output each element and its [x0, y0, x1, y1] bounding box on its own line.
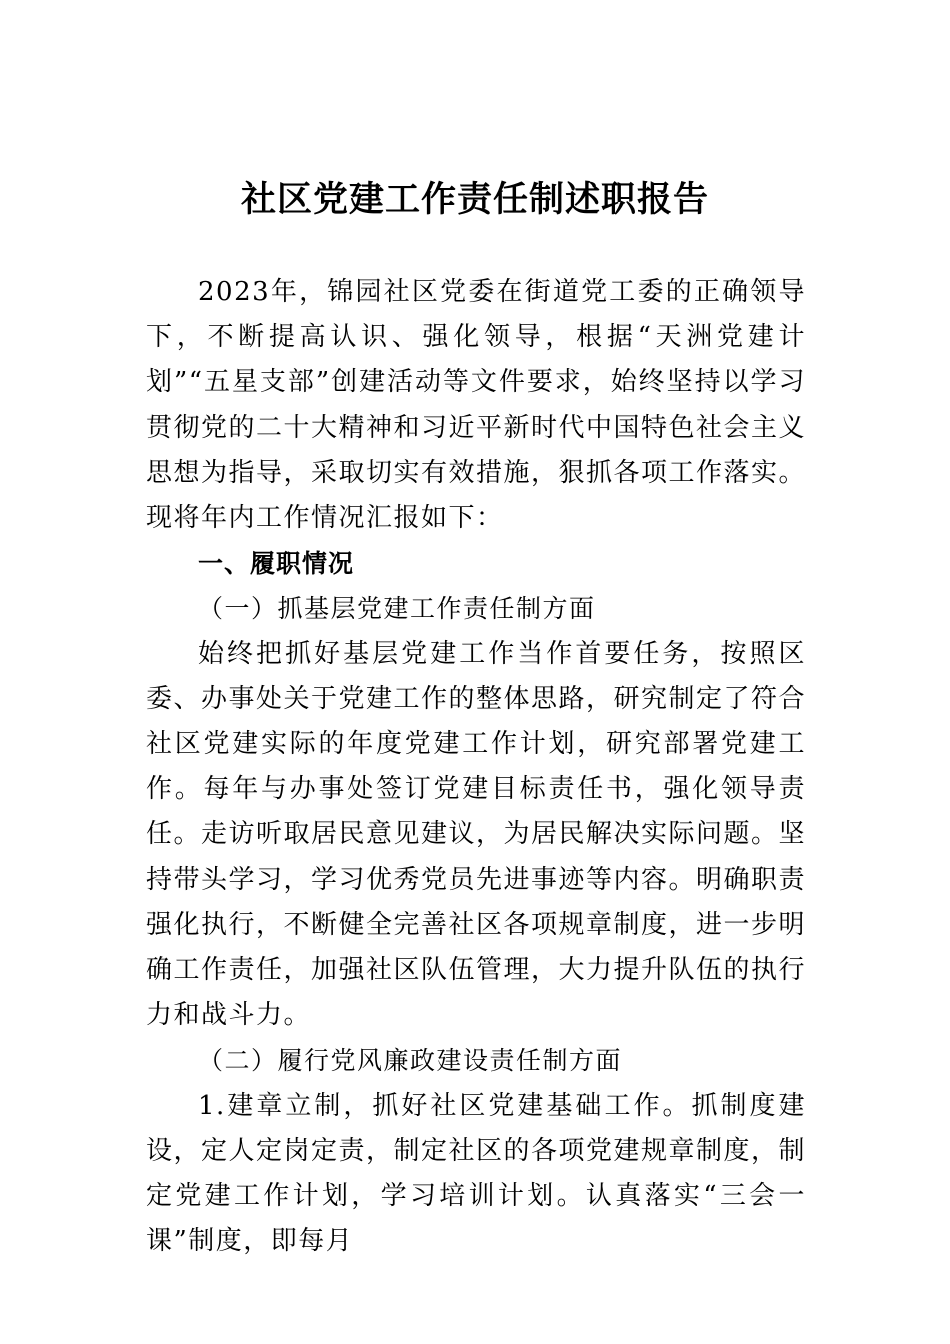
subsection-heading-integrity: （二）履行党风廉政建设责任制方面	[198, 1046, 623, 1076]
paragraph-integrity: 1.建章立制，抓好社区党建基础工作。抓制度建设，定人定岗定责，制定社区的各项党建规章制度，制定党建工作计划，学习培训计划。认真落实“三会一课”制度，即每月	[146, 1090, 807, 1257]
subsection-heading-party-building: （一）抓基层党建工作责任制方面	[198, 594, 596, 624]
intro-paragraph: 2023年，锦园社区党委在街道党工委的正确领导下，不断提高认识、强化领导，根据“天洲党建计划”“五星支部”创建活动等文件要求，始终坚持以学习贯彻党的二十大精神和习近平新时代中国特色社会主义思想为指导，采取切实有效措施，狠抓各项工作落实。现将年内工作情况汇报如下：	[146, 277, 807, 534]
document-body	[146, 270, 806, 1264]
document-title: 社区党建工作责任制述职报告	[240, 179, 709, 220]
paragraph-party-building: 始终把抓好基层党建工作当作首要任务，按照区委、办事处关于党建工作的整体思路，研究制定了符合社区党建实际的年度党建工作计划，研究部署党建工作。每年与办事处签订党建目标责任书，强化领导责任。走访听取居民意见建议，为居民解决实际问题。坚持带头学习，学习优秀党员先进事迹等内容。明确职责强化执行，不断健全完善社区各项规章制度，进一步明确工作责任，加强社区队伍管理，大力提升队伍的执行力和战斗力。	[146, 638, 807, 1031]
section-heading-performance: 一、履职情况	[198, 549, 355, 579]
